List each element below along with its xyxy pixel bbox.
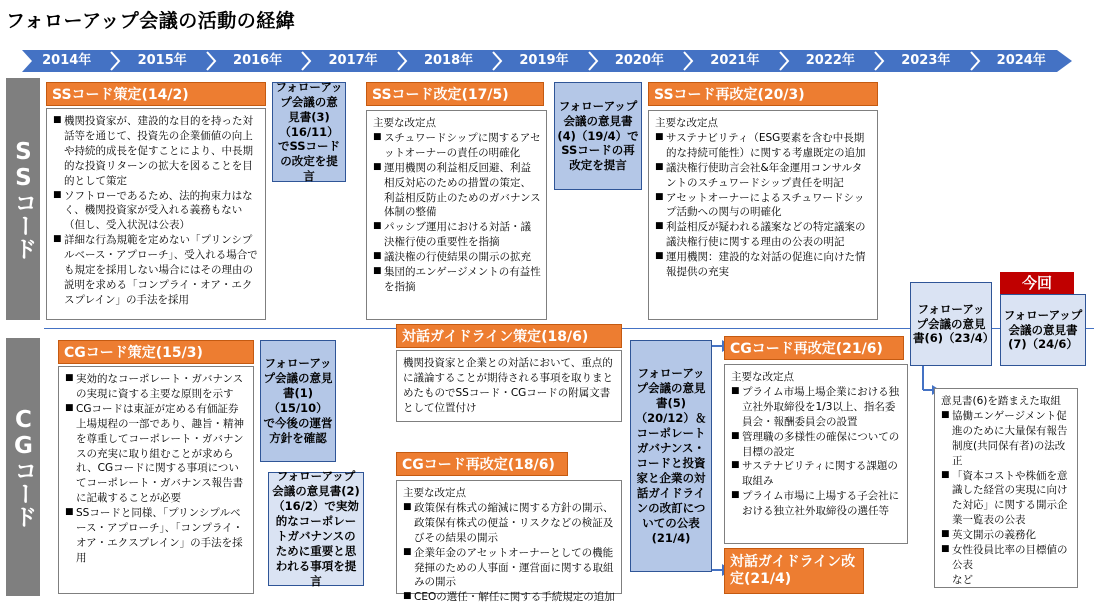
list-item: ■ 集団的エンゲージメントの有益性を指摘 — [373, 265, 541, 295]
ss-row-label — [6, 78, 40, 320]
list-item: ■ 政策保有株式の縮減に関する方針の開示、政策保有株式の便益・リスクなどの検証及びその結果の開示 — [403, 501, 616, 546]
cg-revision-2018-title: CGコード再改定(18/6) — [396, 452, 568, 476]
year-label: 2017年 — [328, 53, 378, 68]
list-item: ■ サステナビリティ（ESG要素を含む中長期的な持続可能性）に関する考慮既定の追加 — [655, 131, 872, 161]
dialogue-2018-text: 機関投資家と企業との対話において、重点的に議論することが期待される事項を取りまとめたものでSSコード・CGコードの附属文書として位置付け — [403, 357, 613, 414]
list-item: ■ 運用機関：建設的な対話の促進に向けた情報提供の充実 — [655, 250, 872, 280]
ss-revision-2020-list — [655, 131, 872, 280]
ss-revision-2017-box — [366, 110, 547, 320]
year-label: 2024年 — [996, 53, 1046, 68]
list-item: ■ ソフトローであるため、法的拘束力はなく、機関投資家が受入れる義務もない（但し、受入状況は公表） — [53, 189, 260, 234]
followup-head: 意見書(6)を踏まえた取組 — [941, 395, 1061, 407]
timeline-chevron — [205, 50, 217, 72]
ss-revision-2020-head: 主要な改定点 — [655, 117, 718, 129]
list-item: ■ プライム市場に上場する子会社における独立社外取締役の選任等 — [731, 489, 902, 519]
cg-revision-2021-head: 主要な改定点 — [731, 371, 794, 383]
year-label: 2018年 — [423, 53, 474, 68]
ss-row-label-text: SSコード — [10, 138, 37, 260]
opinion-4: フォローアップ会議の意見書(4)（19/4）でSSコードの再改定を提言 — [554, 82, 642, 190]
year-label: 2014年 — [42, 53, 92, 68]
year-label: 2020年 — [614, 53, 665, 68]
page-title: フォローアップ会議の活動の経緯 — [6, 10, 296, 32]
list-item: ■ 協働エンゲージメント促進のために大量保有報告制度(共同保有者)の法改正 — [941, 409, 1072, 469]
list-item: ■ 管理職の多様性の確保についての目標の設定 — [731, 430, 902, 460]
timeline-chevron — [587, 50, 599, 72]
timeline-chevron — [109, 50, 121, 72]
list-item: ■ サステナビリティに関する課題の取組み — [731, 459, 902, 489]
timeline-chevron — [396, 50, 408, 72]
timeline — [22, 50, 1072, 72]
ss-revision-2020-box — [648, 110, 878, 320]
cg-revision-2018-box — [396, 480, 622, 602]
year-label: 2021年 — [710, 53, 760, 68]
followup-box — [934, 388, 1078, 588]
year-label: 2015年 — [137, 53, 187, 68]
year-label: 2016年 — [233, 53, 283, 68]
timeline-chevron — [682, 50, 694, 72]
timeline-chevron — [491, 50, 503, 72]
ss-code-2014-box — [46, 108, 266, 320]
ss-revision-2017-title: SSコード改定(17/5) — [366, 82, 544, 106]
dialogue-2018-box — [396, 350, 622, 422]
timeline-chevron — [300, 50, 312, 72]
opinion-1: フォローアップ会議の意見書(1)（15/10）で今後の運営方針を確認 — [260, 340, 336, 462]
followup-tail: など — [952, 573, 973, 586]
list-item: ■ 議決権行使助言会社&年金運用コンサルタントのスチュワードシップ責任を明記 — [655, 161, 872, 191]
list-item: ■ 英文開示の義務化 — [941, 528, 1072, 543]
followup-list — [941, 409, 1072, 573]
list-item: ■ 企業年金のアセットオーナーとしての機能発揮のための人事面・運営面に関する取組みの開示 — [403, 546, 616, 591]
cg-row-label-text: CGコード — [10, 406, 37, 528]
opinion-6: フォローアップ会議の意見書(6)（23/4） — [910, 282, 992, 366]
list-item: ■ SSコードと同様、「プリンシプルベース・アプローチ」、「コンプライ・オア・エクスプレイン」の手法を採用 — [65, 506, 248, 566]
list-item: ■ CEOの選任・解任に関する手続規定の追加 — [403, 590, 616, 602]
cg-row-label — [6, 338, 40, 596]
year-label: 2023年 — [901, 53, 951, 68]
list-item: ■ 利益相反が疑われる議案などの特定議案の議決権行使に関する理由の公表の明記 — [655, 220, 872, 250]
timeline-chevron — [778, 50, 790, 72]
cg-code-2015-box — [58, 366, 254, 594]
ss-code-2014-list — [53, 114, 260, 308]
list-item: ■ スチュワードシップに関するアセットオーナーの責任の明確化 — [373, 131, 541, 161]
year-label: 2019年 — [519, 53, 569, 68]
opinion-2: フォローアップ会議の意見書(2)（16/2）で実効的なコーポレートガバナンスのために重要と思われる事項を提言 — [268, 472, 364, 586]
list-item: ■ 「資本コストや株価を意識した経営の実現に向けた対応」に関する開示企業一覧表の公表 — [941, 469, 1072, 529]
cg-code-2015-list — [65, 372, 248, 566]
list-item: ■ 実効的なコーポレート・ガバナンスの実現に資する主要な原則を示す — [65, 372, 248, 402]
list-item: ■ 議決権の行使結果の開示の拡充 — [373, 250, 541, 265]
current-badge: 今回 — [1000, 272, 1074, 294]
list-item: ■ パッシブ運用における対話・議決権行使の重要性を指摘 — [373, 220, 541, 250]
cg-revision-2021-title: CGコード再改定(21/6) — [724, 336, 904, 360]
cg-revision-2021-box — [724, 364, 908, 544]
ss-revision-2020-title: SSコード再改定(20/3) — [648, 82, 878, 106]
timeline-chevron — [873, 50, 885, 72]
dialogue-2021-title: 対話ガイドライン改定(21/4) — [724, 548, 864, 594]
opinion-5: フォローアップ会議の意見書(5)（20/12）＆コーポレートガバナンス・コードと投資家と企業の対話ガイドラインの改訂についての公表(21/4) — [630, 340, 712, 572]
list-item: ■ プライム市場上場企業における独立社外取締役を1/3以上、指名委員会・報酬委員会の設置 — [731, 385, 902, 430]
ss-code-2014-title: SSコード策定(14/2) — [46, 82, 266, 106]
timeline-chevron — [969, 50, 981, 72]
list-item: ■ 詳細な行為規範を定めない「プリンシプルベース・アプローチ」、受入れる場合でも規定を採用しない場合にはその理由の説明を求める「コンプライ・オア・エクスプレイン」の手法を採用 — [53, 233, 260, 308]
dialogue-2018-title: 対話ガイドライン策定(18/6) — [396, 324, 622, 348]
cg-code-2015-title: CGコード策定(15/3) — [58, 340, 254, 364]
opinion-3: フォローアップ会議の意見書(3)（16/11）でSSコードの改定を提言 — [272, 82, 346, 182]
year-label: 2022年 — [805, 53, 855, 68]
ss-revision-2017-list — [373, 131, 541, 295]
cg-revision-2018-head: 主要な改定点 — [403, 487, 466, 499]
list-item: ■ 運用機関の利益相反回避、利益相反対応のための措置の策定、利益相反防止のためのガバナンス体制の整備 — [373, 161, 541, 221]
list-item: ■ CGコードは東証が定める有価証券上場規程の一部であり、趣旨・精神を尊重してコーポレート・ガバナンスの充実に取り組むことが求められ、CGコードに関する事項についてコーポレート・ガバナンス報告書に記載することが必要 — [65, 402, 248, 506]
list-item: ■ 機関投資家が、建設的な目的を持った対話等を通じて、投資先の企業価値の向上や持続的成長を促すことにより、中長期的な投資リターンの拡大を図ることを目的として策定 — [53, 114, 260, 189]
opinion-7: フォローアップ会議の意見書(7)（24/6） — [1000, 294, 1086, 366]
list-item: ■ アセットオーナーによるスチュワードシップ活動への関与の明確化 — [655, 191, 872, 221]
ss-revision-2017-head: 主要な改定点 — [373, 117, 436, 129]
cg-revision-2021-list — [731, 385, 902, 519]
list-item: ■ 女性役員比率の目標値の公表 — [941, 543, 1072, 573]
cg-revision-2018-list — [403, 501, 616, 602]
